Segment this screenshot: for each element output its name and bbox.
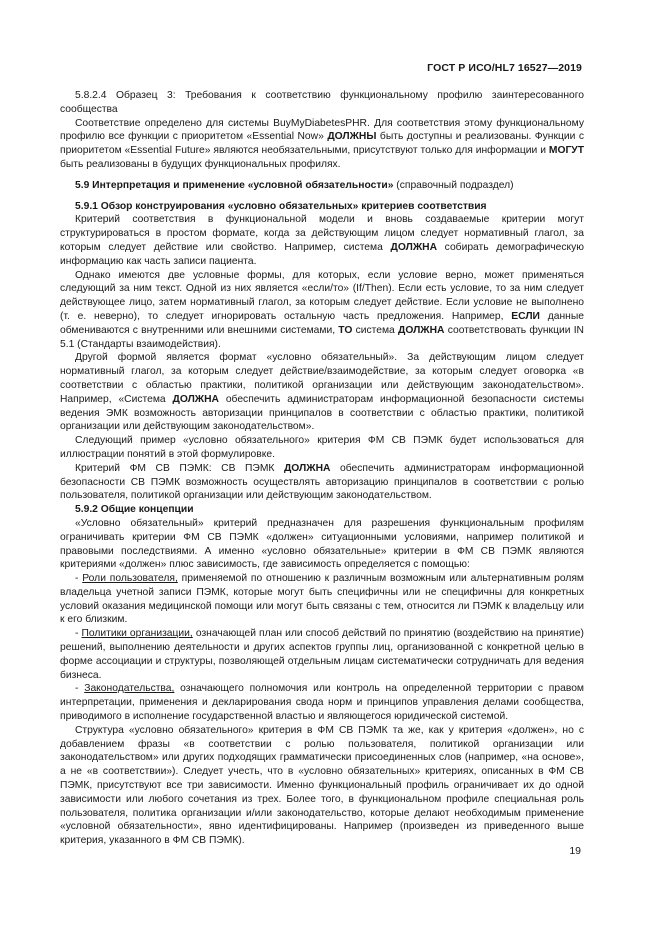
paragraph-example-criterion: Критерий ФМ СВ ПЭМК: СВ ПЭМК ДОЛЖНА обеспечить администраторам информационной безопасности СВ ПЭМК возможность осуществлять авторизацию принципалов в соответствии с ролью пользователя, политикой организации или действующим законодательством. (60, 462, 584, 502)
paragraph-5-8-2-4: 5.8.2.4 Образец 3: Требования к соответствию функциональному профилю заинтересованного сообщества (60, 90, 584, 115)
paragraph-conformance: Соответствие определено для системы BuyMyDiabetesPHR. Для соответствия этому функциональному профилю все функции с приоритетом «Essential Now» ДОЛЖНЫ быть доступны и реализованы. Функции с приоритетом «Essential Future» являются необязательными, присутствуют только для информации и МОГУТ быть реализованы в будущих функциональных профилях. (60, 117, 585, 170)
subsection-heading-5-9-1: 5.9.1 Обзор конструирования «условно обязательных» критериев соответствия (75, 200, 487, 212)
paragraph-conditional-forms: Однако имеются две условные формы, для которых, если условие верно, может применяться следующий за ним текст. Одной из них является «если/то» (If/Then). Если есть условие, то за ним следует действующее лицо, затем нормативный глагол, за которым следует действие. Если условие не выполнено (т. е. неверно), то следует игнорировать остальную часть предложения. Например, ЕСЛИ данные обмениваются с внутренними или внешними системами, ТО система ДОЛЖНА соответствовать функции IN 5.1 (Стандарты взаимодействия). (60, 269, 584, 350)
subsection-heading-5-9-2: 5.9.2 Общие концепции (75, 504, 194, 516)
paragraph-structure: Структура «условно обязательного» критерия в ФМ СВ ПЭМК та же, как у критерия «должен», но с добавлением фразы «в соответствии с ролью пользователя, политикой организации или законодательством» или других подходящих грамматически присоединенных слов (например, «на основе», а не «в соответствии»). Следует учесть, что в «условно обязательных» критериях, описанных в ФМ СВ ПЭМК, присутствуют все три зависимости. Именно функциональный профиль ограничивает их до одной зависимости или любого сочетания из трех. Более того, в функциональном профиле специальная роль пользователя, политика организации и/или законодательство, которые делают необходимым применение «условной обязательности», явно идентифицированы. Например (произведен из приведенного выше критерия, указанного в ФМ СВ ПЭМК). (60, 724, 584, 847)
section-heading-5-9: 5.9 Интерпретация и применение «условной обязательности» (справочный подраздел) (75, 179, 514, 191)
list-item-jurisdiction: - Законодательства, означающего полномочия или контроль на определенной территории с правом интерпретации, применения и декларирования свода норм и принципов управления делами сообщества, приводимого в исполнение государственной властью и являющегося юридической системой. (60, 683, 584, 723)
list-item-organization-policy: - Политики организации, означающей план или способ действий по принятию (воздействию на принятие) решений, выполнению деятельности и других аспектов группы лиц, организованной с конкретной целью в форме ассоциации и структуры, позволяющей отдельным лицам систематически сотрудничать для ведения бизнеса. (60, 628, 584, 681)
paragraph-general-concepts: «Условно обязательный» критерий предназначен для разрешения функциональным профилям ограничивать критерии ФМ СВ ПЭМК «должен» ситуационными условиями, например политикой и правовыми последствиями. А именно «условно обязательные» критерии в ФМ СВ ПЭМК являются критериями «должен» плюс зависимость, где зависимость определяется с помощью: (60, 517, 584, 571)
paragraph-criterion-format: Критерий соответствия в функциональной модели и вновь создаваемые критерии могут структурироваться в простом формате, когда за действующим лицом следует нормативный глагол, за которым следует действие или свойство. Например, система ДОЛЖНА собирать демографическую информацию как часть записи пациента. (60, 214, 585, 267)
paragraph-example-intro: Следующий пример «условно обязательного» критерия ФМ СВ ПЭМК будет использоваться для иллюстрации понятий в этой формулировке. (60, 435, 584, 460)
document-code: ГОСТ Р ИСО/HL7 16527—2019 (427, 62, 582, 74)
page-number: 19 (569, 845, 581, 857)
document-body (60, 89, 584, 848)
list-item-user-role: - Роли пользователя, применяемой по отношению к различным возможным или альтернативным ролям владельца учетной записи ПЭМК, которые могут быть специфичны или не специфичны для конкретных условий оказания медицинской помощи или могут быть связаны с тем, относится ли ПЭМК к владельцу или к его близким. (60, 573, 584, 626)
paragraph-conditional-shall: Другой формой является формат «условно обязательный». За действующим лицом следует нормативный глагол, за которым следует действие/взаимодействие, за которым следует оговорка «в соответствии с областью практики, политикой организации или действующим законодательством». Например, «Система ДОЛЖНА обеспечить администраторам информационной безопасности системы ведения ЭМК возможность авторизации принципалов в соответствии с областью практики, политикой организации или действующим законодательством». (60, 352, 584, 433)
